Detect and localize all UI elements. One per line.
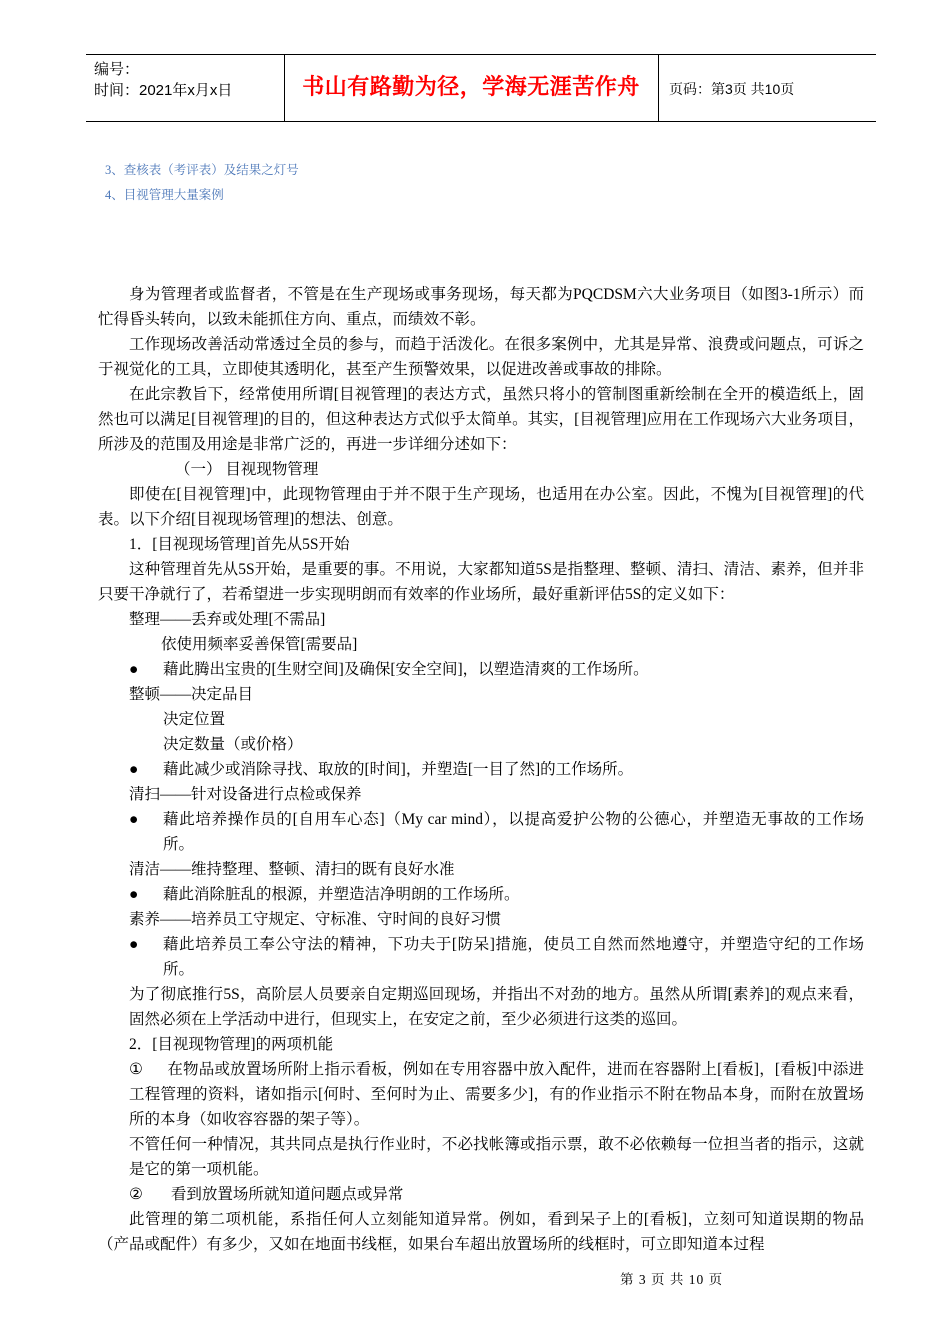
header-motto: 书山有路勤为径，学海无涯苦作舟: [302, 75, 640, 100]
subsection-heading: 1．[目视现场管理]首先从5S开始: [129, 536, 350, 553]
5s-item-heading: 素养——培养员工守规定、守标准、守时间的良好习惯: [129, 911, 502, 928]
document-body: [98, 282, 864, 1257]
paragraph: 在此宗教旨下，经常使用所谓[目视管理]的表达方式，虽然只将小的管制图重新绘制在全开的模造纸上，固然也可以满足[目视管理]的目的，但这种表达方式似乎太简单。其实，[目视管理]应用在工作现场六大业务项目，所涉及的范围及用途是非常广泛的，再进一步详细分述如下：: [98, 386, 864, 453]
toc-item[interactable]: 3、查核表（考评表）及结果之灯号: [105, 163, 299, 177]
paragraph: 工作现场改善活动常透过全员的参与，而趋于活泼化。在很多案例中，尤其是异常、浪费或问题点，可诉之于视觉化的工具，立即使其透明化，甚至产生预警效果，以促进改善或事故的排除。: [98, 336, 864, 378]
subsection-heading: 2．[目视现物管理]的两项机能: [129, 1036, 334, 1053]
page-footer: 第 3 页 共 10 页: [620, 1272, 724, 1287]
bullet-text: 藉此培养员工奉公守法的精神，下功夫于[防呆]措施，使员工自然而然地遵守，并塑造守纪的工作场所。: [163, 936, 864, 978]
document-date: 时间：2021年x月x日: [94, 82, 233, 99]
5s-item-detail: 决定数量（或价格）: [163, 736, 303, 753]
5s-item-heading: 清洁——维持整理、整顿、清扫的既有良好水准: [129, 861, 455, 878]
bullet-icon: ●: [129, 661, 139, 678]
paragraph-text: 看到放置场所就知道问题点或异常: [170, 1186, 404, 1203]
document-number-label: 编号：: [94, 61, 140, 78]
paragraph: 此管理的第二项机能，系指任何人立刻能知道异常。例如，看到呆子上的[看板]，立刻可知道误期的物品（产品或配件）有多少，又如在地面书线框，如果台车超出放置场所的线框时，可立即知道本过程: [98, 1211, 864, 1253]
paragraph: 这种管理首先从5S开始，是重要的事。不用说，大家都知道5S是指整理、整顿、清扫、清洁、素养，但并非只要干净就行了，若希望进一步实现明朗而有效率的作业场所，最好重新评估5S的定义如下：: [98, 561, 864, 603]
bullet-icon: ●: [129, 761, 139, 778]
bullet-icon: ●: [129, 811, 139, 828]
paragraph: 即使在[目视管理]中，此现物管理由于并不限于生产现场，也适用在办公室。因此，不愧为[目视管理]的代表。以下介绍[目视现场管理]的想法、创意。: [98, 486, 864, 528]
bullet-text: 藉此培养操作员的[自用车心态]（My car mind），以提高爱护公物的公德心，并塑造无事故的工作场所。: [163, 811, 864, 853]
paragraph: 不管任何一种情况，其共同点是执行作业时，不必找帐簿或指示票，敢不必依赖每一位担当者的指示，这就是它的第一项机能。: [129, 1136, 864, 1178]
bullet-text: 藉此消除脏乱的根源，并塑造洁净明朗的工作场所。: [163, 886, 520, 903]
paragraph-circled-1: [129, 1057, 864, 1132]
circled-number: ①: [129, 1061, 144, 1078]
5s-item-detail: 决定位置: [163, 711, 226, 728]
5s-item-detail: 依使用频率妥善保管[需要品]: [161, 636, 358, 653]
header-meta: [94, 59, 232, 101]
paragraph-text: 在物品或放置场所附上指示看板，例如在专用容器中放入配件，进而在容器附上[看板]，[看板]中添进工程管理的资料，诸如指示[何时、至何时为止、需要多少]，有的作业指示不附在物品本身，而附在放置场所的本身（如收容容器的架子等）。: [129, 1061, 864, 1128]
bullet-icon: ●: [129, 886, 139, 903]
bullet-item: [129, 882, 864, 907]
bullet-item: [129, 932, 864, 982]
5s-item-heading: 整顿——决定品目: [129, 686, 254, 703]
paragraph: 身为管理者或监督者，不管是在生产现场或事务现场，每天都为PQCDSM六大业务项目（如图3-1所示）而忙得昏头转向，以致未能抓住方向、重点，而绩效不彰。: [98, 286, 864, 328]
toc-item[interactable]: 4、目视管理大量案例: [105, 188, 224, 202]
header-page-number: 页码：第3页 共10页: [669, 81, 795, 97]
bullet-text: 藉此腾出宝贵的[生财空间]及确保[安全空间]，以塑造清爽的工作场所。: [163, 661, 649, 678]
bullet-item: [129, 757, 864, 782]
5s-item-heading: 整理——丢弃或处理[不需品]: [129, 611, 326, 628]
paragraph-circled-2: [129, 1182, 864, 1207]
bullet-item: [129, 657, 864, 682]
page-header: [86, 54, 876, 122]
bullet-item: [129, 807, 864, 857]
header-divider: [658, 55, 659, 121]
5s-item-heading: 清扫——针对设备进行点检或保养: [129, 786, 362, 803]
bullet-text: 藉此减少或消除寻找、取放的[时间]，并塑造[一目了然]的工作场所。: [163, 761, 634, 778]
bullet-icon: ●: [129, 936, 139, 953]
circled-number: ②: [129, 1186, 143, 1203]
section-heading: （一） 目视现物管理: [175, 461, 319, 478]
paragraph: 为了彻底推行5S，高阶层人员要亲自定期巡回现场，并指出不对劲的地方。虽然从所谓[素养]的观点来看，固然必须在上学活动中进行，但现实上，在安定之前，至少必须进行这类的巡回。: [129, 986, 864, 1028]
